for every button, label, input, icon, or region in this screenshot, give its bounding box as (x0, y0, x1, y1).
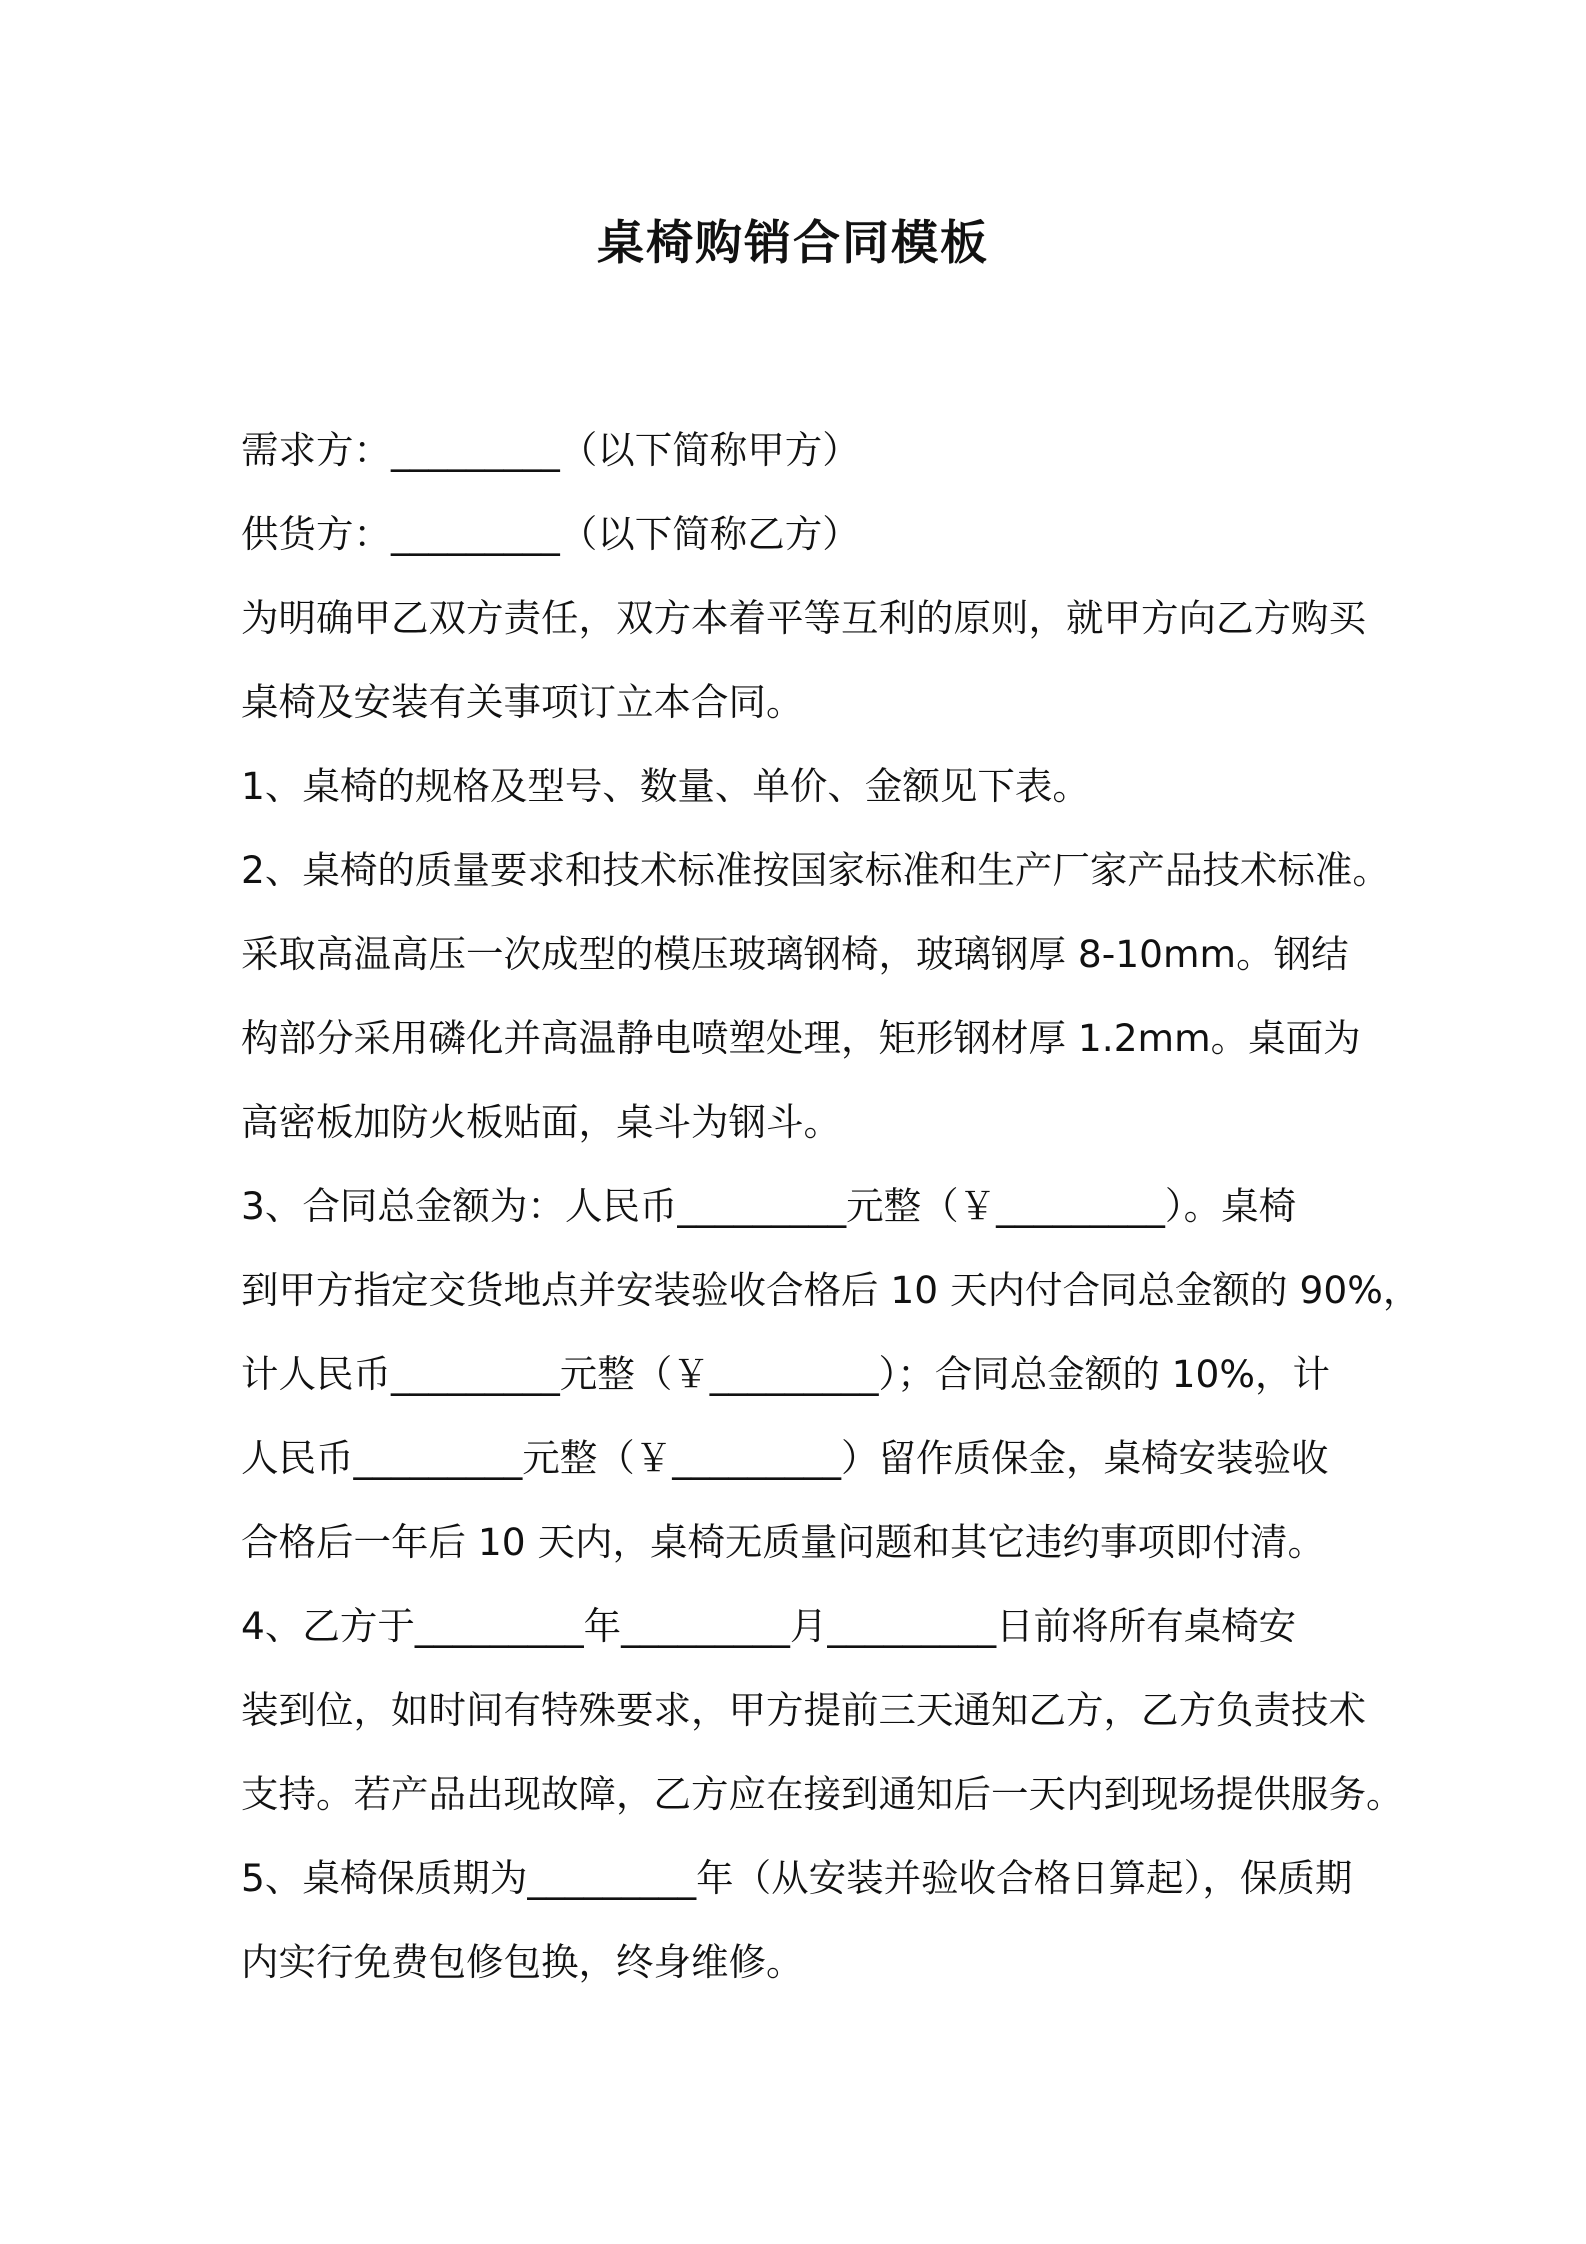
clause-4-line-1: 4、乙方于_________年_________月_________日前将所有桌椅安 (241, 1604, 1297, 1648)
preamble-line-2: 桌椅及安装有关事项订立本合同。 (241, 680, 804, 724)
clause-3-line-2: 到甲方指定交货地点并安装验收合格后 10 天内付合同总金额的 90%， (241, 1268, 1421, 1312)
party-a-line: 需求方：_________（以下简称甲方） (241, 428, 860, 472)
clause-3-line-5: 合格后一年后 10 天内，桌椅无质量问题和其它违约事项即付清。 (241, 1520, 1326, 1564)
document-title: 桌椅购销合同模板 (597, 216, 989, 271)
clause-2-line-1: 2、桌椅的质量要求和技术标准按国家标准和生产厂家产品技术标准。 (241, 848, 1390, 892)
clause-5-line-2: 内实行免费包修包换，终身维修。 (241, 1940, 804, 1984)
preamble-line-1: 为明确甲乙双方责任，双方本着平等互利的原则，就甲方向乙方购买 (241, 596, 1366, 640)
party-b-line: 供货方：_________（以下简称乙方） (241, 512, 860, 556)
clause-2-line-3: 构部分采用磷化并高温静电喷塑处理，矩形钢材厚 1.2mm。桌面为 (241, 1016, 1361, 1060)
clause-3-line-1: 3、合同总金额为：人民币_________元整（￥_________）。桌椅 (241, 1184, 1297, 1228)
clause-3-line-4: 人民币_________元整（￥_________）留作质保金，桌椅安装验收 (241, 1436, 1329, 1480)
clause-4-line-3: 支持。若产品出现故障，乙方应在接到通知后一天内到现场提供服务。 (241, 1772, 1404, 1816)
clause-4-line-2: 装到位，如时间有特殊要求，甲方提前三天通知乙方，乙方负责技术 (241, 1688, 1366, 1732)
clause-1-line-1: 1、桌椅的规格及型号、数量、单价、金额见下表。 (241, 764, 1090, 808)
clause-2-line-4: 高密板加防火板贴面，桌斗为钢斗。 (241, 1100, 841, 1144)
clause-3-line-3: 计人民币_________元整（￥_________）；合同总金额的 10%，计 (241, 1352, 1331, 1396)
document-body (241, 408, 1421, 2004)
clause-2-line-2: 采取高温高压一次成型的模压玻璃钢椅，玻璃钢厚 8-10mm。钢结 (241, 932, 1349, 976)
clause-5-line-1: 5、桌椅保质期为_________年（从安装并验收合格日算起），保质期 (241, 1856, 1353, 1900)
